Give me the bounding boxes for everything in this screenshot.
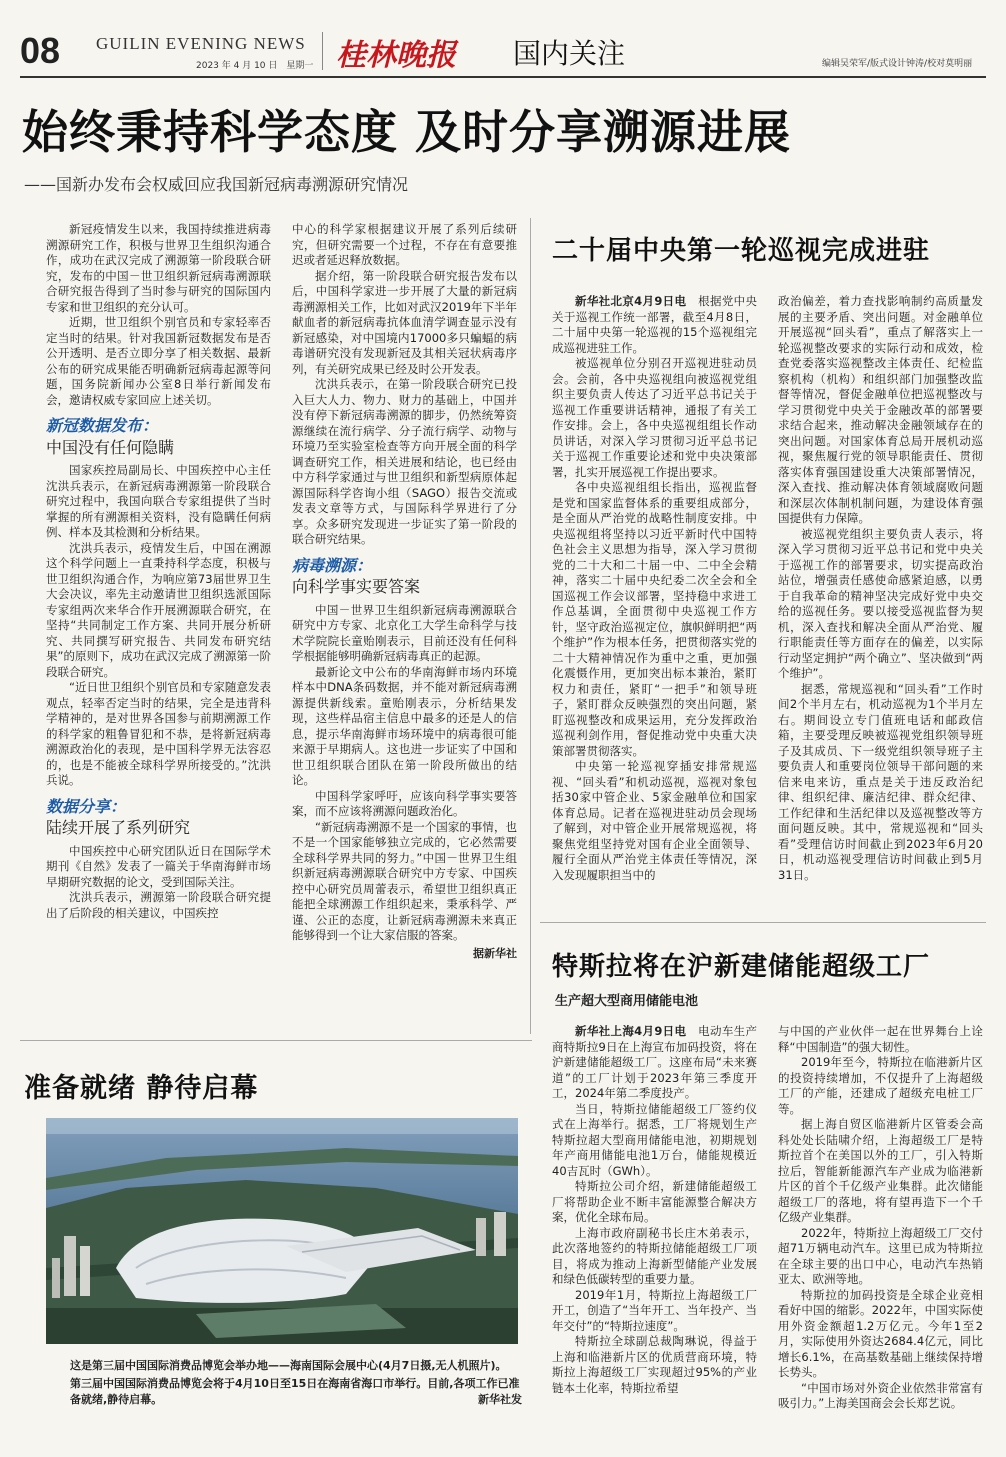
paragraph: 特斯拉公司介绍，新建储能超级工厂将帮助企业不断丰富能源整合解决方案，优化全球布局。 [552, 1179, 757, 1224]
paragraph: “新冠病毒溯源不是一个国家的事情，也不是一个国家能够独立完成的，它必然需要全球科学界共同的努力。”中国－世界卫生组织新冠病毒溯源联合研究中方专家、中国疾控中心研究员周蕾表示，希望世卫组织真正能把全球溯源工作组织起来，秉承科学、严谨、公正的态度，让新冠病毒溯源未来真正能够得到一个让大家信服的答案。 [292, 819, 517, 942]
paragraph: 新冠疫情发生以来，我国持续推进病毒溯源研究工作，积极与世界卫生组织沟通合作，成功在武汉完成了溯源第一阶段联合研究，发布的中国－世卫组织新冠病毒溯源联合研究报告得到了当时参与研究的国际国内专家和世卫组织的充分认可。 [46, 222, 271, 314]
tesla-headline: 特斯拉将在沪新建储能超级工厂 [552, 952, 931, 982]
paragraph: 据介绍，第一阶段联合研究报告发布以后，中国科学家进一步开展了大量的新冠病毒溯源相关工作，比如对武汉2019年下半年献血者的新冠病毒抗体血清学调查显示没有新冠感染，对中国境内17000多只蝙蝠的病毒谱研究没有发现新冠及其相关冠状病毒序列，有关研究成果已经及时公开发表。 [292, 268, 517, 376]
main-story-col1 [46, 222, 271, 921]
paragraph: 与中国的产业伙伴一起在世界舞台上诠释“中国制造”的强大韧性。 [778, 1024, 983, 1054]
section-kicker: 中国没有任何隐瞒 [46, 437, 175, 457]
paragraph: 中国科学家呼吁，应该向科学事实要答案，而不应该将溯源问题政治化。 [292, 788, 517, 818]
dateline: 新华社上海4月9日电 [575, 1024, 687, 1038]
paragraph: 国家疾控局副局长、中国疾控中心主任沈洪兵表示，在新冠病毒溯源第一阶段联合研究过程中，我国向联合专家组提供了当时掌握的所有溯源相关资料，没有隐瞒任何病例、样本及其检测和分析结果。 [46, 463, 271, 539]
paragraph: 特斯拉的加码投资是全球企业竞相看好中国的缩影。2022年，中国实际使用外资金额超1.2万亿元。今年1至2月，实际使用外资达2684.4亿元，同比增长6.1%，在高基数基础上继续保持增长势头。 [778, 1287, 983, 1379]
paragraph: 中国疾控中心研究团队近日在国际学术期刊《自然》发表了一篇关于华南海鲜市场早期研究数据的论文，受到国际关注。 [46, 843, 271, 889]
expo-center-photo [46, 1118, 518, 1344]
photo-caption [70, 1358, 522, 1408]
paragraph: 中心的科学家根据建议开展了系列后续研究，但研究需要一个过程，不存在有意要推迟或者延迟释放数据。 [292, 222, 517, 267]
paragraph: 特斯拉全球副总裁陶琳说，得益于上海和临港新片区的优质营商环境，特斯拉上海超级工厂实现超过95%的产业链本土化率，特斯拉希望 [552, 1334, 757, 1395]
page-number: 08 [20, 30, 61, 71]
paragraph: 当日，特斯拉储能超级工厂签约仪式在上海举行。据悉，工厂将规划生产特斯拉超大型商用储能电池，初期规划年产商用储能电池1万台，储能规模近40吉瓦时（GWh）。 [552, 1101, 757, 1178]
main-story-col2 [292, 222, 517, 961]
paragraph: 中国－世界卫生组织新冠病毒溯源联合研究中方专家、北京化工大学生命科学与技术学院院长童贻刚表示，目前还没有任何科学根据能够明确新冠病毒真正的起源。 [292, 602, 517, 663]
paragraph: 近期，世卫组织个别官员和专家轻率否定当时的结果。针对我国新冠数据发布是否公开透明、是否立即分享了相关数据、最新公布的研究成果能否明确新冠病毒起源等问题，国务院新闻办公室8日举行新闻发布会，邀请权威专家回应上述关切。 [46, 315, 271, 407]
main-subhead: ——国新办发布会权威回应我国新冠病毒溯源研究情况 [24, 175, 409, 194]
issue-date: 2023 年 4 月 10 日 星期一 [196, 61, 314, 71]
paper-name: GUILIN EVENING NEWS [96, 34, 306, 53]
paragraph: 据悉，常规巡视和“回头看”工作时间2个半月左右，机动巡视为1个半月左右。期间设立专门值班电话和邮政信箱，主要受理反映被巡视党组织领导班子及其成员、下一级党组织领导班子主要负责人和重要岗位领导干部问题的来信来电来访，重点是关于违反政治纪律、组织纪律、廉洁纪律、群众纪律、工作纪律和生活纪律以及巡视整改等方面问题反映。其中，常规巡视和“回头看”受理信访时间截止到2023年6月20日，机动巡视受理信访时间截止到5月31日。 [778, 681, 983, 882]
masthead-divider [322, 32, 323, 70]
column-divider [530, 218, 531, 1034]
paragraph: 根据党中央关于巡视工作统一部署，截至4月8日，二十届中央第一轮巡视的15个巡视组完成巡视进驻工作。 [552, 294, 758, 355]
dateline: 新华社北京4月9日电 [575, 294, 687, 308]
paragraph: 被巡视党组织主要负责人表示，将深入学习贯彻习近平总书记和党中央关于巡视工作的部署要求，切实提高政治站位，增强责任感使命感紧迫感，以勇于自我革命的精神坚决完成好党中央交给的巡视任务。要以接受巡视监督为契机，深入查找和解决全面从严治党、履行职能责任等方面存在的偏差，以实际行动坚定拥护“两个确立”、坚决做到“两个维护”。 [778, 526, 983, 680]
paragraph: 被巡视单位分别召开巡视进驻动员会。会前，各中央巡视组向被巡视党组织主要负责人传达了习近平总书记关于巡视工作重要讲话精神，通报了有关工作安排。会上，各中央巡视组组长作动员讲话，对深入学习贯彻习近平总书记关于巡视工作重要论述和党中央决策部署，扎实开展巡视工作提出要求。 [552, 356, 757, 479]
caption-line-2 [70, 1376, 522, 1408]
inspection-col1 [552, 294, 757, 883]
paragraph: 2019年1月，特斯拉上海超级工厂开工，创造了“当年开工、当年投产、当年交付”的“特斯拉速度”。 [552, 1287, 757, 1333]
paragraph: 沈洪兵表示，在第一阶段联合研究已投入巨大人力、物力、财力的基础上，中国并没有停下新冠病毒溯源的脚步，仍然统筹资源继续在流行病学、分子流行病学、动物与环境乃至实验室检查等方向开展全面的科学调查研究工作，相关进展和结论，也已经由中方科学家通过与世卫组织和新型病原体起源国际科学咨询小组（SAGO）报告交流或发表文章等方式，与国际科学界进行了分享。众多研究发现进一步证实了第一阶段的联合研究结果。 [292, 377, 517, 546]
paragraph: 据上海自贸区临港新片区管委会高科处处长陆啸介绍，上海超级工厂是特斯拉首个在美国以外的工厂，引入特斯拉后，智能新能源汽车产业成为临港新片区的首个千亿级产业集群。此次储能超级工厂的落地，将有望再造下一个千亿级产业集群。 [778, 1117, 983, 1224]
section-kicker: 陆续开展了系列研究 [46, 818, 191, 837]
tesla-subhead: 生产超大型商用储能电池 [555, 994, 699, 1009]
paragraph: 电动车生产商特斯拉9日在上海宣布加码投资，将在沪新建储能超级工厂。这座布局“未来赛道”的工厂计划于2023年第三季度开工，2024年第二季度投产。 [552, 1024, 758, 1100]
paragraph: 政治偏差，着力查找影响制约高质量发展的主要矛盾、突出问题。对金融单位开展巡视“回头看”，重点了解落实上一轮巡视整改要求的实际行动和成效，检查党委落实巡视整改主体责任、纪检监察机构（机构）和组织部门加强整改监督等情况，督促金融单位把巡视整改与学习贯彻党中央关于金融改革的部署要求结合起来，推动解决金融领域存在的突出问题。对国家体育总局开展机动巡视，聚焦履行党的领导职能责任、贯彻落实体育强国建设重大决策部署情况，深入查找、推动解决体育领域腐败问题和深层次体制机制问题，为建设体育强国提供有力保障。 [778, 294, 983, 525]
brand-logo: 桂林晚报 [336, 38, 456, 73]
section-tag: 病毒溯源： [292, 555, 373, 575]
photo-byline: 新华社发 [478, 1393, 522, 1406]
paragraph: 上海市政府副秘书长庄木弟表示，此次落地签约的特斯拉储能超级工厂项目，将成为推动上海新型储能产业发展和绿色低碳转型的重要力量。 [552, 1225, 757, 1286]
paragraph: 沈洪兵表示，疫情发生后，中国在溯源这个科学问题上一直秉持科学态度，积极与世卫组织沟通合作，为响应第73届世界卫生大会决议，率先主动邀请世卫组织选派国际专家组两次来华合作开展溯源联合研究，在坚持“共同制定工作方案、共同开展分析研究、共同撰写研究报告、共同发布研究结果”的原则下，成功在武汉完成了溯源第一阶段联合研究。 [46, 540, 271, 679]
inspection-headline: 二十届中央第一轮巡视完成进驻 [552, 236, 931, 266]
paragraph: 最新论文中公布的华南海鲜市场内环境样本中DNA条码数据，并不能对新冠病毒溯源提供新线索。童贻刚表示，分析结果发现，这些样品宿主信息中最多的还是人的信息，提示华南海鲜市场环境中的病毒很可能来源于早期病人。这也进一步证实了中国和世卫组织联合团队在第一阶段所做出的结论。 [292, 664, 517, 787]
tesla-col1 [552, 1024, 757, 1396]
editor-credits: 编辑吴荣军/版式设计钟涛/校对莫明丽 [822, 59, 973, 69]
story-divider [20, 1040, 532, 1041]
aerial-photo-illustration [46, 1118, 518, 1344]
story-divider [540, 922, 986, 923]
section-title: 国内关注 [513, 37, 626, 70]
paragraph: 沈洪兵表示，溯源第一阶段联合研究提出了后阶段的相关建议，中国疾控 [46, 890, 271, 920]
section-kicker: 向科学事实要答案 [292, 577, 421, 596]
section-tag: 数据分享： [46, 796, 127, 816]
paragraph: 各中央巡视组组长指出，巡视监督是党和国家监督体系的重要组成部分，是全面从严治党的战略性制度安排。中央巡视组将坚持以习近平新时代中国特色社会主义思想为指导，深入学习贯彻党的二十大和二十届一中、二中全会精神，落实二十届中央纪委二次全会和全国巡视工作会议部署，坚持稳中求进工作总基调，全面贯彻中央巡视工作方针，坚守政治巡视定位，旗帜鲜明把“两个维护”作为根本任务，把贯彻落实党的二十大精神情况作为重中之重，更加强化震慑作用，更加突出标本兼治，紧盯权力和责任，紧盯“一把手”和领导班子，紧盯群众反映强烈的突出问题，紧盯巡视整改和成果运用，充分发挥政治巡视利剑作用，督促推动党中央重大决策部署贯彻落实。 [552, 480, 757, 758]
paragraph: 2019年至今，特斯拉在临港新片区的投资持续增加，不仅提升了上海超级工厂的产能，还建成了超级充电桩工厂等。 [778, 1055, 983, 1116]
section-tag: 新冠数据发布： [46, 416, 159, 435]
caption-line-1: 这是第三届中国国际消费品博览会举办地——海南国际会展中心(4月7日摄,无人机照片)。 [70, 1359, 507, 1372]
byline: 据新华社 [473, 946, 517, 960]
inspection-col2 [778, 294, 983, 883]
main-headline: 始终秉持科学态度 及时分享溯源进展 [22, 105, 792, 159]
photo-headline: 准备就绪 静待启幕 [24, 1073, 259, 1104]
tesla-col2 [778, 1024, 983, 1412]
caption-text: 第三届中国国际消费品博览会将于4月10日至15日在海南省海口市举行。目前,各项工作已准备就绪,静待启幕。 [70, 1377, 520, 1406]
paragraph: “中国市场对外资企业依然非常富有吸引力。”上海美国商会会长郑艺说。 [778, 1380, 983, 1410]
paragraph: 中央第一轮巡视穿插安排常规巡视、“回头看”和机动巡视，巡视对象包括30家中管企业、5家金融单位和国家体育总局。记者在巡视进驻动员会现场了解到，对中管企业开展常规巡视，将聚焦党组坚持党对国有企业全面领导、履行全面从严治党主体责任等情况，深入发现履职担当中的 [552, 759, 757, 882]
paragraph: 2022年，特斯拉上海超级工厂交付超71万辆电动汽车。这里已成为特斯拉在全球主要的出口中心，电动汽车热销亚太、欧洲等地。 [778, 1225, 983, 1286]
paragraph: “近日世卫组织个别官员和专家随意发表观点，轻率否定当时的结果，完全是违背科学精神的，是对世界各国参与前期溯源工作的科学家的粗鲁冒犯和不恭，是将新冠病毒溯源政治化的表现，是中国科学界无法容忍的，也是不能被全球科学界所接受的。”沈洪兵说。 [46, 680, 271, 787]
masthead-rule [20, 76, 986, 78]
